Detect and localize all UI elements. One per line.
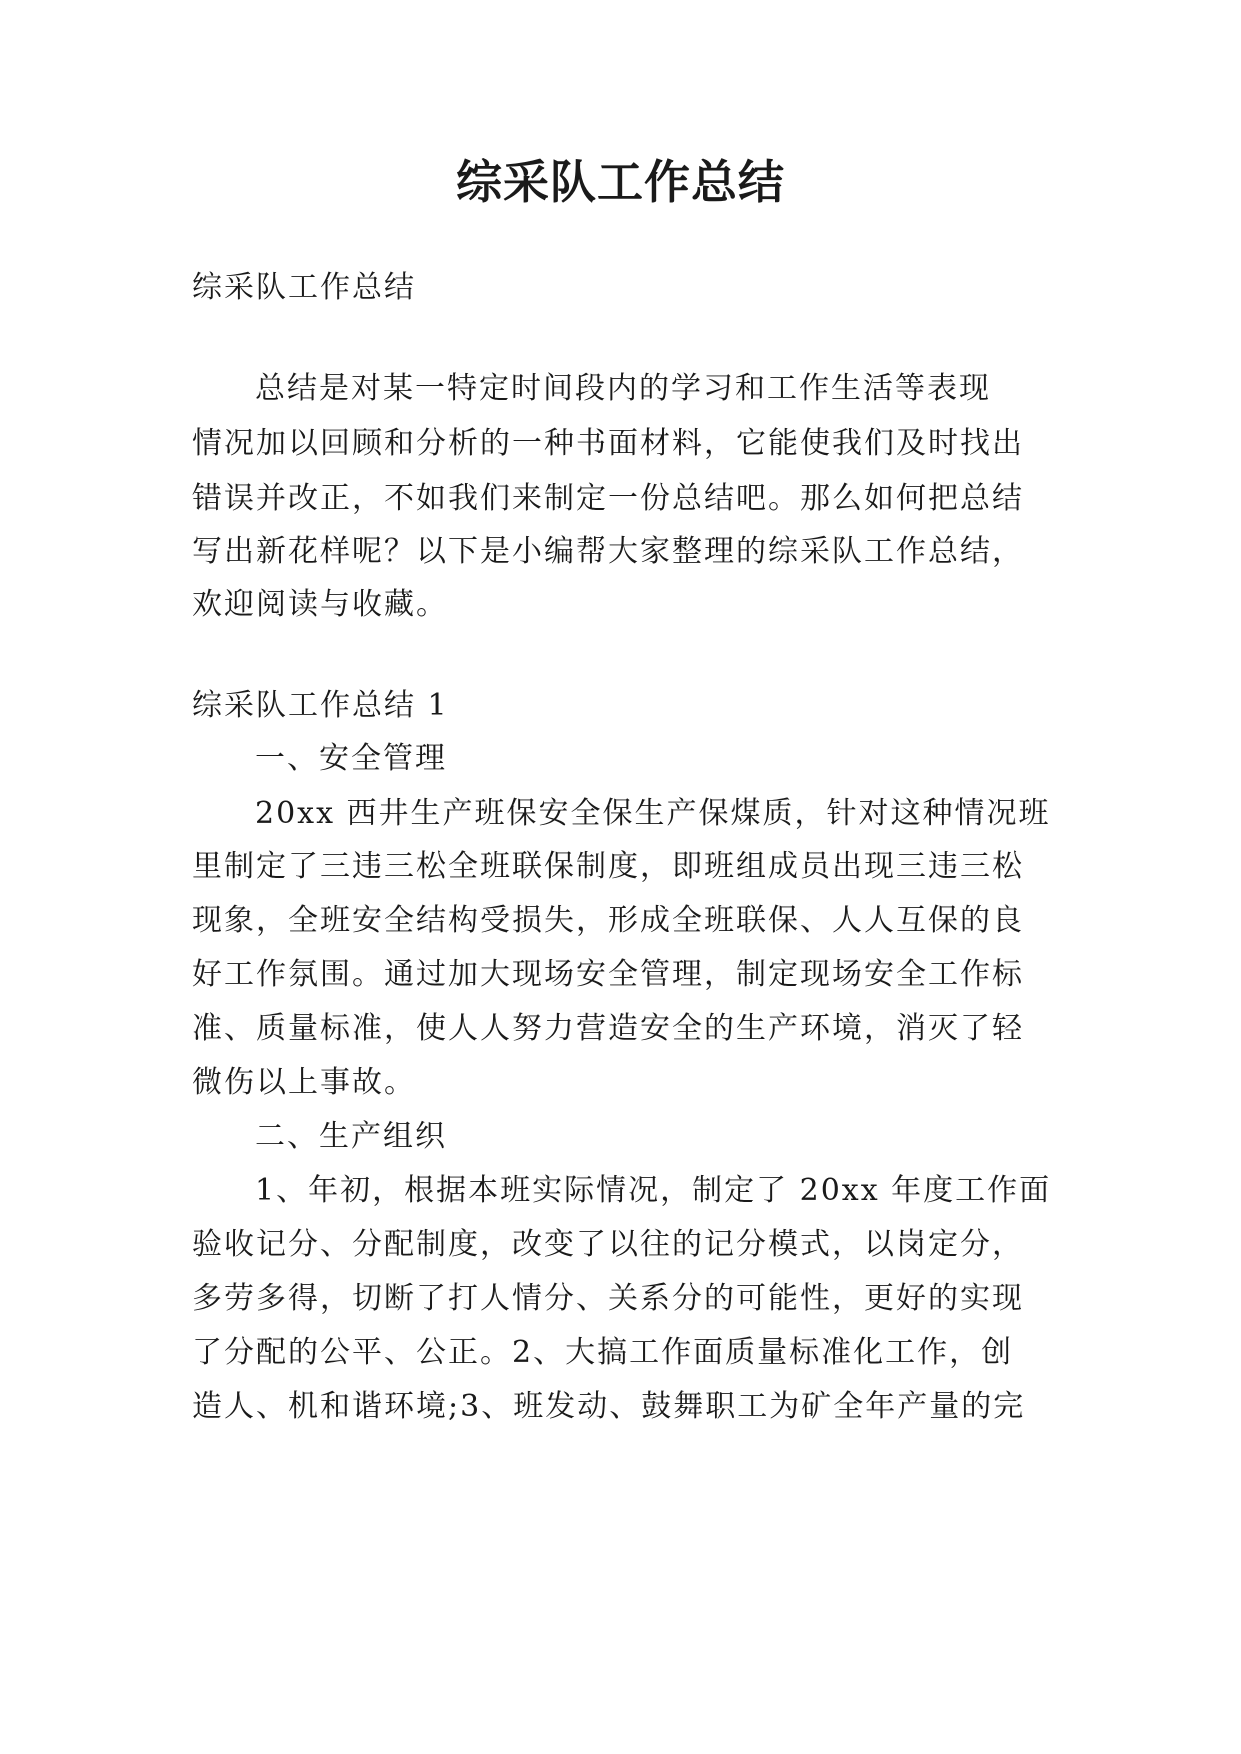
document-subtitle: 综采队工作总结 bbox=[192, 270, 416, 305]
intro-line: 错误并改正，不如我们来制定一份总结吧。那么如何把总结 bbox=[192, 481, 1024, 516]
intro-line: 总结是对某一特定时间段内的学习和工作生活等表现 bbox=[255, 371, 991, 406]
section-heading-production: 二、生产组织 bbox=[255, 1119, 447, 1154]
safety-line: 现象，全班安全结构受损失，形成全班联保、人人互保的良 bbox=[192, 903, 1024, 938]
production-line: 了分配的公平、公正。2、大搞工作面质量标准化工作，创 bbox=[192, 1335, 1014, 1370]
section-heading-safety: 一、安全管理 bbox=[255, 741, 447, 776]
safety-line: 好工作氛围。通过加大现场安全管理，制定现场安全工作标 bbox=[192, 957, 1024, 992]
intro-line: 写出新花样呢？以下是小编帮大家整理的综采队工作总结， bbox=[192, 534, 1024, 569]
production-line: 验收记分、分配制度，改变了以往的记分模式，以岗定分， bbox=[192, 1227, 1024, 1262]
production-line: 多劳多得，切断了打人情分、关系分的可能性，更好的实现 bbox=[192, 1281, 1024, 1316]
production-line: 1、年初，根据本班实际情况，制定了 20xx 年度工作面 bbox=[255, 1173, 1052, 1208]
intro-line: 欢迎阅读与收藏。 bbox=[192, 587, 448, 622]
safety-line: 准、质量标准，使人人努力营造安全的生产环境，消灭了轻 bbox=[192, 1011, 1024, 1046]
safety-line: 20xx 西井生产班保安全保生产保煤质，针对这种情况班 bbox=[255, 796, 1051, 831]
safety-line: 里制定了三违三松全班联保制度，即班组成员出现三违三松 bbox=[192, 849, 1024, 884]
safety-line: 微伤以上事故。 bbox=[192, 1065, 416, 1100]
section-title: 综采队工作总结 1 bbox=[192, 688, 449, 723]
intro-line: 情况加以回顾和分析的一种书面材料，它能使我们及时找出 bbox=[192, 426, 1024, 461]
document-title: 综采队工作总结 bbox=[456, 155, 785, 209]
production-line: 造人、机和谐环境;3、班发动、鼓舞职工为矿全年产量的完 bbox=[192, 1389, 1026, 1424]
